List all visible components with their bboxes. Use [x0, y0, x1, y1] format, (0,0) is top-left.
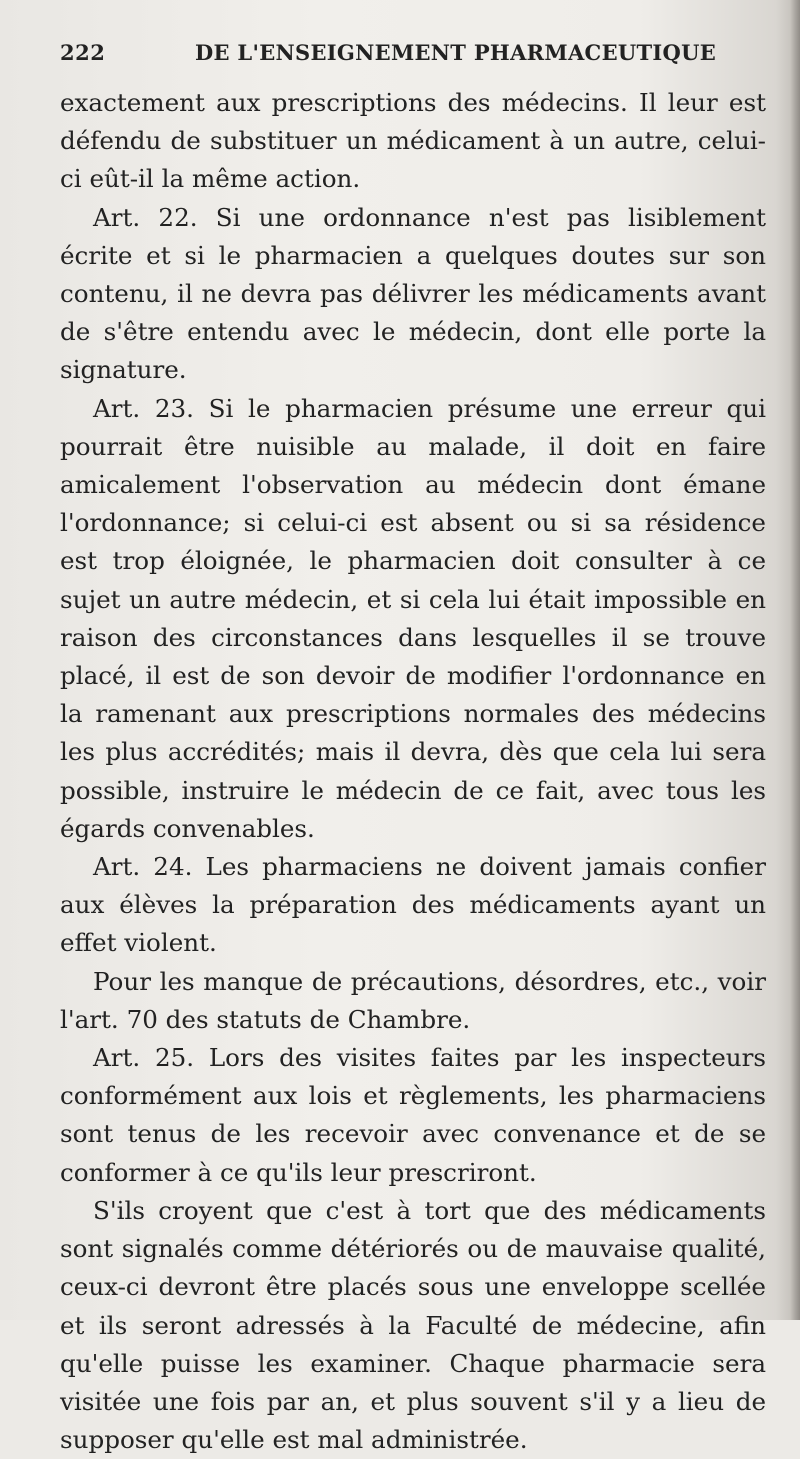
paragraph-art-24: Art. 24. Les pharmaciens ne doivent jamais confier aux élèves la préparation des médicaments ayant un effet violent. — [60, 852, 766, 958]
paragraph-art-22: Art. 22. Si une ordonnance n'est pas lisiblement écrite et si le pharmacien a quelques doutes sur son contenu, il ne devra pas délivrer les médicaments avant de s'être entendu avec le médecin, dont elle porte la signature. — [60, 202, 766, 385]
running-title: DE L'ENSEIGNEMENT PHARMACEUTIQUE — [195, 40, 717, 65]
paragraph-continuation: exactement aux prescriptions des médecins. Il leur est défendu de substituer un médicament à un autre, celui-ci eût-il la même action. — [60, 88, 766, 194]
body-text — [60, 84, 766, 1459]
running-head — [60, 40, 760, 70]
paragraph-art-25: Art. 25. Lors des visites faites par les inspecteurs conformément aux lois et règlements, les pharmaciens sont tenus de les recevoir avec convenance et de se conformer à ce qu'ils leur prescriront. — [60, 1043, 766, 1187]
page-edge-shadow — [790, 0, 800, 1320]
paragraph-inspection: S'ils croyent que c'est à tort que des médicaments sont signalés comme détériorés ou de mauvaise qualité, ceux-ci devront être placés sous une enveloppe scellée et ils seront adressés à la Faculté de médecine, afin qu'elle puisse les examiner. Chaque pharmacie sera visitée une fois par an, et plus souvent s'il y a lieu de supposer qu'elle est mal administrée. — [60, 1195, 766, 1455]
paragraph-art-23: Art. 23. Si le pharmacien présume une erreur qui pourrait être nuisible au malade, il doit en faire amicalement l'observation au médecin dont émane l'ordonnance; si celui-ci est absent ou si sa résidence est trop éloignée, le pharmacien doit consulter à ce sujet un autre médecin, et si cela lui était impossible en raison des circonstances dans lesquelles il se trouve placé, il est de son devoir de modifier l'ordonnance en la ramenant aux prescriptions normales des médecins les plus accrédités; mais il devra, dès que cela lui sera possible, instruire le médecin de ce fait, avec tous les égards convenables. — [60, 393, 766, 843]
paragraph-precautions: Pour les manque de précautions, désordres, etc., voir l'art. 70 des statuts de Chambre. — [60, 966, 766, 1034]
page-number: 222 — [60, 40, 106, 65]
